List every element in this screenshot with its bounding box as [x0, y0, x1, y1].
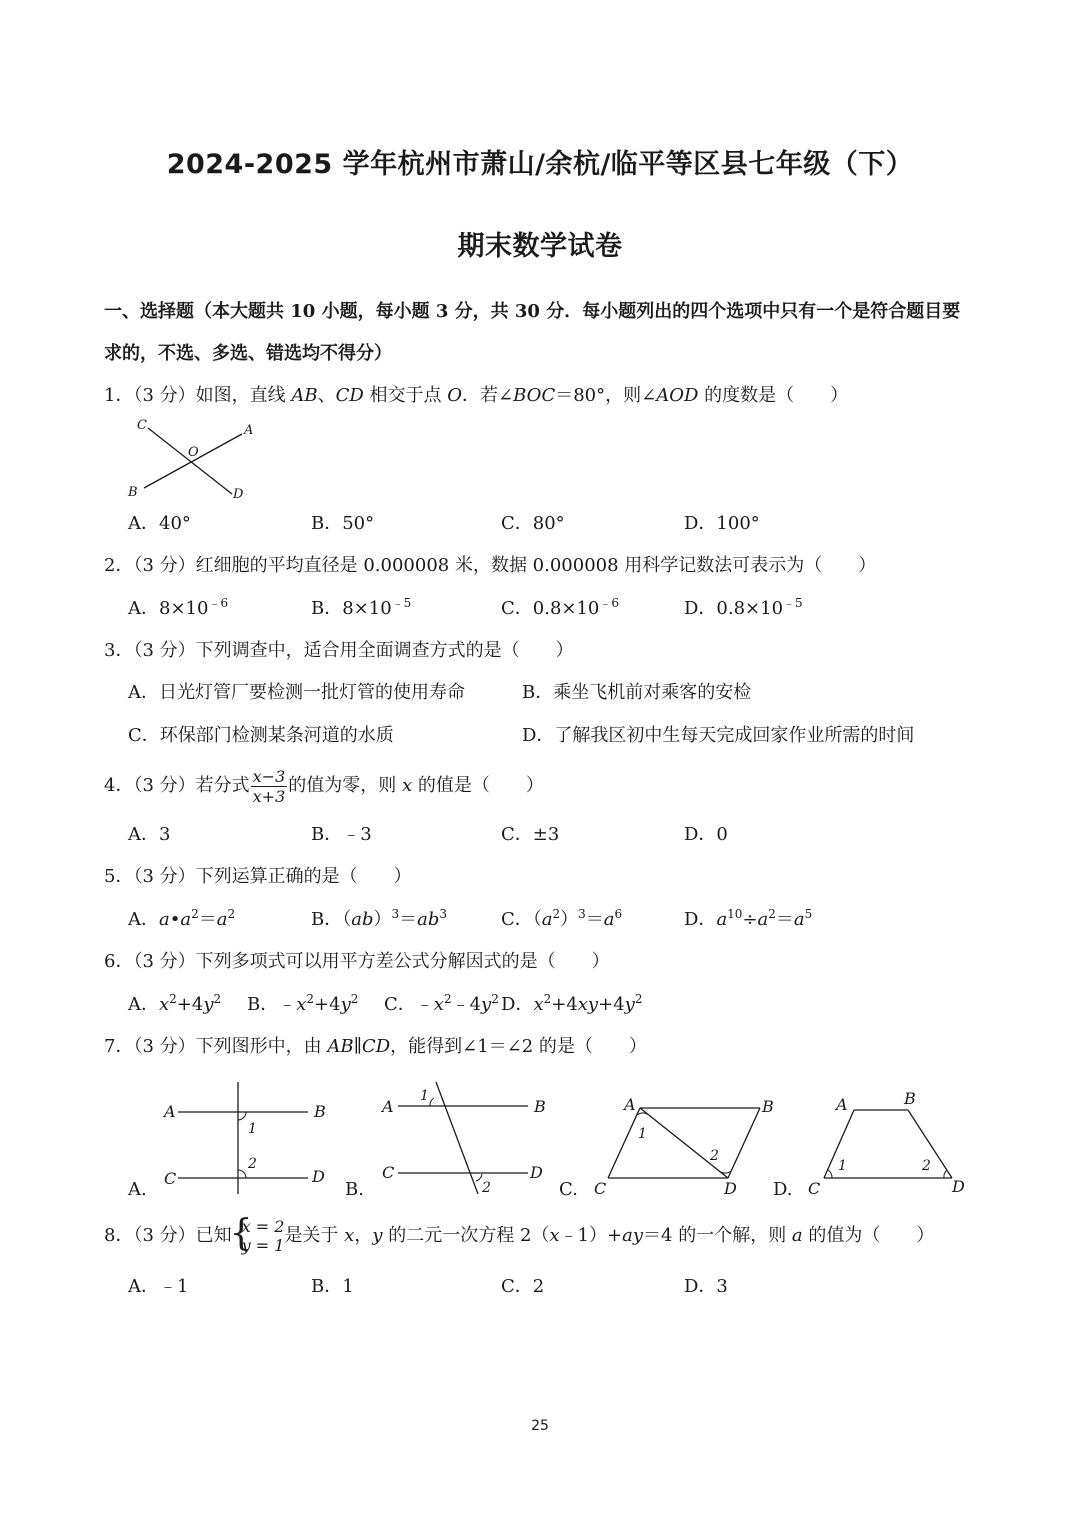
q2-option-c: C．$0.8\times 10^{﹣6}$	[501, 596, 620, 619]
q8-option-d: D．3	[684, 1276, 728, 1297]
question-7: 7．（3 分）下列图形中，由 AB∥CD，能得到∠1＝∠2 的是（ ）	[104, 1036, 647, 1057]
q4-option-b: B．﹣3	[311, 824, 372, 845]
title-line-2: 期末数学试卷	[457, 231, 623, 262]
q7-figure-c	[590, 1090, 790, 1200]
question-1: 1．（3 分）如图，直线 AB、CD 相交于点 O．若∠BOC＝80°，则∠AOD 的度数是（ ）	[104, 385, 849, 406]
title-line-1: 2024-2025 学年杭州市萧山/余杭/临平等区县七年级（下）	[166, 149, 914, 180]
svg-text:C: C	[164, 1169, 177, 1188]
q6-option-c: C．$﹣x^2﹣4y^2$	[384, 992, 499, 1015]
question-2: 2．（3 分）红细胞的平均直径是 0.000008 米，数据 0.000008 用科学记数法可表示为（ ）	[104, 555, 877, 576]
svg-text:2: 2	[922, 1158, 931, 1174]
question-8: 8．（3 分）已知 { x = 2 y = 1 是关于 x，y 的二元一次方程 2（x﹣1）+ay＝4 的一个解，则 a 的值为（ ）	[104, 1213, 935, 1255]
svg-text:1: 1	[248, 1121, 257, 1137]
q1-option-d: D．100°	[684, 513, 760, 534]
q4-option-d: D．0	[684, 824, 728, 845]
question-4: 4．（3 分）若分式 $\frac{x-3}{x+3}$ 的值为零，则 x 的值是（ ）	[104, 766, 544, 806]
q2-option-d: D．$0.8\times 10^{﹣5}$	[684, 596, 803, 619]
label-b: B	[128, 485, 138, 500]
q1-option-a: A．40°	[128, 513, 191, 534]
svg-text:D: D	[530, 1163, 543, 1182]
q1-option-b: B．50°	[311, 513, 375, 534]
q2-option-b: B．$8\times 10^{﹣5}$	[311, 596, 412, 619]
q8-option-b: B．1	[311, 1276, 354, 1297]
svg-text:C: C	[594, 1179, 607, 1198]
q7-option-b: B.	[345, 1179, 364, 1200]
q2-option-a: A．$8\times 10^{﹣6}$	[128, 596, 229, 619]
svg-text:D: D	[312, 1167, 325, 1186]
svg-text:D: D	[724, 1179, 737, 1198]
q5-option-a: A．$a•a^2=a^2$	[128, 907, 236, 930]
question-6: 6．（3 分）下列多项式可以用平方差公式分解因式的是（ ）	[104, 951, 610, 972]
line-ab	[144, 434, 242, 488]
question-3: 3．（3 分）下列调查中，适合用全面调查方式的是（ ）	[104, 640, 574, 661]
label-d: D	[233, 487, 244, 502]
q7-figure-a	[158, 1078, 338, 1200]
section-header-line-2: 求的，不选、多选、错选均不得分）	[104, 343, 392, 364]
q3-option-c: C．环保部门检测某条河道的水质	[128, 725, 394, 746]
q8-option-a: A．﹣1	[128, 1276, 189, 1297]
q6-option-b: B．$﹣x^2+4y^2$	[247, 992, 359, 1015]
q7-option-d: D.	[773, 1179, 793, 1200]
svg-text:A: A	[836, 1095, 848, 1114]
q1-option-c: C．80°	[501, 513, 565, 534]
svg-text:1: 1	[838, 1158, 847, 1174]
label-a: A	[244, 423, 254, 438]
svg-text:D: D	[952, 1177, 965, 1196]
svg-text:A: A	[382, 1097, 394, 1116]
q4-option-c: C．±3	[501, 824, 560, 845]
svg-text:A: A	[624, 1095, 636, 1114]
q6-option-a: A．$x^2+4y^2$	[128, 992, 222, 1015]
q5-option-c: C．$(a^2)^3=a^6$	[501, 907, 623, 930]
svg-text:2: 2	[482, 1180, 491, 1196]
svg-text:B: B	[534, 1097, 546, 1116]
svg-text:B: B	[314, 1102, 326, 1121]
label-o: O	[188, 445, 199, 460]
q7-figure-b	[378, 1078, 553, 1200]
svg-text:B: B	[904, 1089, 916, 1108]
svg-text:1: 1	[420, 1088, 429, 1104]
q3-option-a: A．日光灯管厂要检测一批灯管的使用寿命	[128, 682, 465, 703]
question-5: 5．（3 分）下列运算正确的是（ ）	[104, 866, 412, 887]
svg-text:C: C	[382, 1163, 395, 1182]
q7-figure-d	[804, 1088, 976, 1200]
section-header-line-1: 一、选择题（本大题共 10 小题，每小题 3 分，共 30 分．每小题列出的四个选项中只有一个是符合题目要	[104, 301, 961, 322]
q6-option-d: D．$x^2+4xy+4y^2$	[501, 992, 643, 1015]
svg-text:1: 1	[638, 1126, 647, 1142]
q7-option-a: A.	[128, 1179, 147, 1200]
line-cd	[148, 428, 232, 494]
label-c: C	[137, 418, 147, 433]
q8-option-c: C．2	[501, 1276, 545, 1297]
q1-figure	[120, 412, 270, 504]
svg-text:2: 2	[710, 1148, 719, 1164]
svg-text:B: B	[762, 1097, 774, 1116]
q7-option-c: C.	[559, 1179, 578, 1200]
q8-equation-system: { x = 2 y = 1	[229, 1213, 285, 1255]
q3-option-d: D．了解我区初中生每天完成回家作业所需的时间	[522, 725, 915, 746]
q5-option-d: D．$a^{10}\div a^2=a^5$	[684, 907, 813, 930]
svg-text:C: C	[808, 1179, 821, 1198]
q4-option-a: A．3	[128, 824, 171, 845]
page-number: 25	[531, 1418, 549, 1434]
q4-fraction: $\frac{x-3}{x+3}$	[252, 766, 286, 806]
q3-option-b: B．乘坐飞机前对乘客的安检	[522, 682, 752, 703]
svg-text:2: 2	[248, 1156, 257, 1172]
q5-option-b: B．$(ab)^3=ab^3$	[311, 907, 448, 930]
svg-text:A: A	[164, 1102, 176, 1121]
